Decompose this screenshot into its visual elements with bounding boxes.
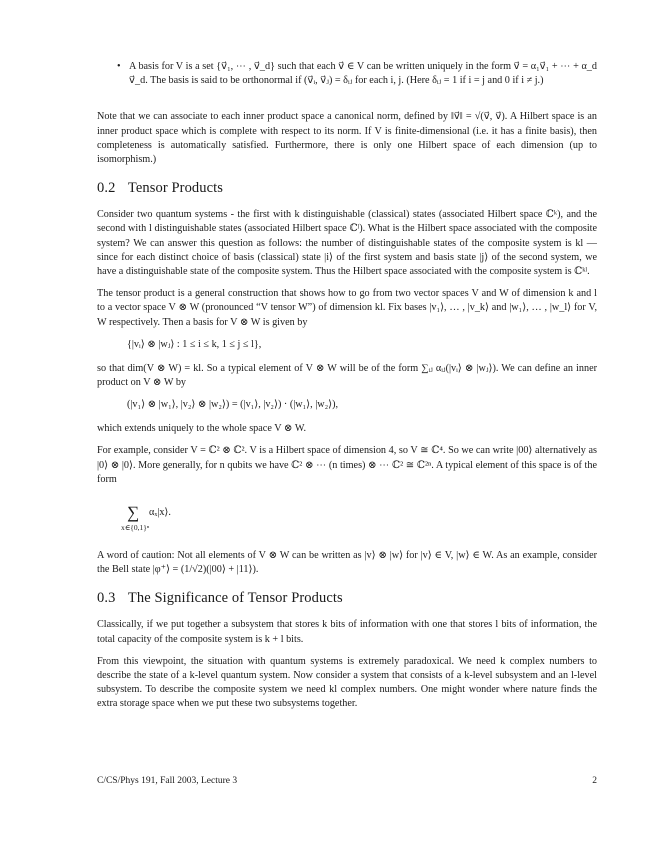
section-title: Tensor Products	[127, 180, 224, 197]
sum-term: αₓ|x⟩.	[149, 507, 171, 519]
page-body	[97, 60, 597, 720]
section-number: 0.2	[97, 180, 116, 197]
inner-product-equation: (|v₁⟩ ⊗ |w₁⟩, |v₂⟩ ⊗ |w₂⟩) = (|v₁⟩, |v₂⟩) · (|w₁⟩, |w₂⟩),	[127, 399, 339, 411]
page-footer	[97, 776, 597, 786]
basis-definition: A basis for V is a set {v⃗₁, ⋯ , v⃗_d} such that each v⃗ ∈ V can be written uniquely in the form v⃗ = α₁v⃗₁ + ⋯ + α_d v⃗_d. The basis is said to be orthonormal if (v⃗ᵢ, v⃗ⱼ) = δᵢⱼ for each i, j. (Here δᵢⱼ = 1 if i = j and 0 if i ≠ j.)	[129, 61, 597, 87]
extends-paragraph: which extends uniquely to the whole space V ⊗ W.	[97, 423, 307, 435]
page-number: 2	[592, 776, 597, 786]
classical-paragraph: Classically, if we put together a subsystem that stores k bits of information with one that stores l bits of information, the total capacity of the composite system is k + l bits.	[97, 619, 597, 645]
dimension-paragraph: so that dim(V ⊗ W) = kl. So a typical element of V ⊗ W will be of the form ∑ᵢⱼ αᵢⱼ(|vᵢ⟩ ⊗ |wⱼ⟩). We can define an inner product on V ⊗ W by	[97, 362, 597, 389]
section-title: The Significance of Tensor Products	[127, 590, 343, 607]
composite-system-paragraph: Consider two quantum systems - the first with k distinguishable (classical) states (associated Hilbert space ℂᵏ), and the second with l distinguishable states (associated Hilbert space ℂˡ). What is the Hilbert space associated with the composite system? We can answer this question as follows: the number of distinguishable states of the composite system is kl — since for each distinct choice of basis (classical) state |i⟩ of the first system and basis state |j⟩ of the second system, we have a distinguishable state of the composite system. Thus the Hilbert space associated with the composite system is ℂᵏˡ.	[97, 209, 597, 278]
bullet-dot: •	[117, 61, 121, 72]
sum-equation	[121, 495, 597, 535]
section-number: 0.3	[97, 590, 116, 607]
tensor-definition-paragraph: The tensor product is a general construction that shows how to go from two vector spaces V and W of dimension k and l to a vector space V ⊗ W (pronounced “V tensor W”) of dimension kl. Fix bases |v₁⟩, … , |v_k⟩ and |w₁⟩, … , |w_l⟩ for V, W respectively. Then a basis for V ⊗ W is given by	[97, 288, 597, 328]
basis-equation: {|vᵢ⟩ ⊗ |wⱼ⟩ : 1 ≤ i ≤ k, 1 ≤ j ≤ l},	[127, 338, 262, 350]
footer-course: C/CS/Phys 191, Fall 2003, Lecture 3	[97, 776, 238, 786]
sum-subscript: x∈{0,1}ⁿ	[121, 523, 150, 533]
section-heading-significance	[97, 589, 597, 607]
caution-paragraph: A word of caution: Not all elements of V ⊗ W can be written as |v⟩ ⊗ |w⟩ for |v⟩ ∈ V, |w⟩ ∈ W. As an example, consider the Bell state |φ⁺⟩ = (1/√2)(|00⟩ + |11⟩).	[97, 550, 597, 576]
section-heading-tensor-products	[97, 179, 597, 197]
viewpoint-paragraph: From this viewpoint, the situation with quantum systems is extremely paradoxical. We need k complex numbers to describe the state of a k-level quantum system. Now consider a system that consists of a k-level subsystem and an l-level subsystem. To describe the composite system we need kl complex numbers. One might wonder where nature finds the extra storage space when we put these two subsystems together.	[97, 655, 597, 710]
example-paragraph: For example, consider V = ℂ² ⊗ ℂ². V is a Hilbert space of dimension 4, so V ≅ ℂ⁴. So we can write |00⟩ alternatively as |0⟩ ⊗ |0⟩. More generally, for n qubits we have ℂ² ⊗ ⋯ (n times) ⊗ ⋯ ℂ² ≅ ℂ²ⁿ. A typical element of this space is of the form	[97, 445, 597, 485]
basis-bullet	[97, 60, 597, 88]
sum-symbol: ∑	[127, 503, 140, 523]
norm-paragraph: Note that we can associate to each inner product space a canonical norm, defined by ‖v⃗‖ = √(v⃗, v⃗). A Hilbert space is an inner product space which is complete with respect to its norm. If V is finite-dimensional (i.e. it has a finite basis), then completeness is automatically satisfied. Furthermore, there is only one Hilbert space of each dimension (up to isomorphism.)	[97, 111, 597, 166]
